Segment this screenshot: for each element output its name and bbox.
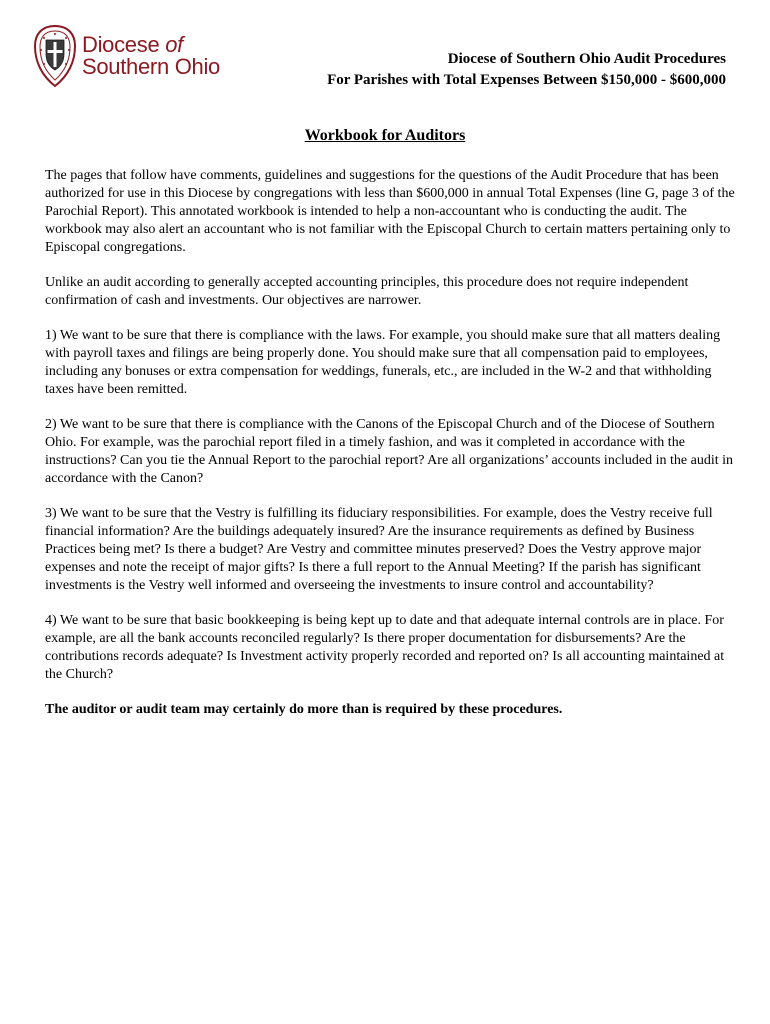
page-title: Workbook for Auditors — [304, 127, 466, 144]
diocese-seal-icon — [32, 24, 78, 88]
logo-wordmark — [82, 34, 220, 78]
objective-4-paragraph: 4) We want to be sure that basic bookkeeping is being kept up to date and that adequate internal controls are in place. For example, are all the bank accounts reconciled regularly? Is there proper documentation for disbursements? Are the contributions records adequate? Is Investment activity properly recorded and reported on? Is all accounting maintained at the Church? — [45, 613, 725, 682]
diocese-logo — [32, 24, 232, 90]
document-body — [45, 167, 735, 736]
scope-paragraph: Unlike an audit according to generally accepted accounting principles, this procedure does not require independent confirmation of cash and investments. Our objectives are narrower. — [45, 275, 689, 308]
objective-2-paragraph: 2) We want to be sure that there is compliance with the Canons of the Episcopal Church and of the Diocese of Southern Ohio. For example, was the parochial report filed in a timely fashion, and was it completed in accordance with the instructions? Can you tie the Annual Report to the parochial report? Are all organizations’ accounts included in the audit in accordance with the Canon? — [45, 417, 734, 486]
objective-1-paragraph: 1) We want to be sure that there is compliance with the laws. For example, you should make sure that all matters dealing with payroll taxes and filings are being properly done. You should make sure that all compensation paid to employees, including any bonuses or extra compensation for weddings, funerals, etc., are included in the W-2 and that withholding taxes have been remitted. — [45, 328, 721, 397]
intro-paragraph: The pages that follow have comments, guidelines and suggestions for the questions of the Audit Procedure that has been authorized for use in this Diocese by congregations with less than $600,000 in annual Total Expenses (line G, page 3 of the Parochial Report). This annotated workbook is intended to help a non-accountant who is conducting the audit. The workbook may also alert an accountant who is not familiar with the Episcopal Church to certain matters pertaining only to Episcopal congregations. — [45, 168, 735, 255]
closing-statement: The auditor or audit team may certainly do more than is required by these procedures. — [45, 702, 563, 717]
document-header — [327, 49, 726, 91]
header-subtitle: For Parishes with Total Expenses Between $150,000 - $600,000 — [327, 72, 726, 88]
logo-line-1: Diocese of — [82, 32, 183, 57]
header-title: Diocese of Southern Ohio Audit Procedures — [447, 51, 726, 67]
logo-line-2: Southern Ohio — [82, 54, 220, 79]
objective-3-paragraph: 3) We want to be sure that the Vestry is fulfilling its fiduciary responsibilities. For example, does the Vestry receive full financial information? Are the buildings adequately insured? Are the insurance requirements as defined by Business Practices being met? Is there a budget? Are Vestry and committee minutes preserved? Does the Vestry approve major expenses and note the receipt of major gifts? Is there a full report to the Annual Meeting? If the parish has significant investments is the Vestry well informed and overseeing the investments to insure control and accountability? — [45, 506, 713, 593]
